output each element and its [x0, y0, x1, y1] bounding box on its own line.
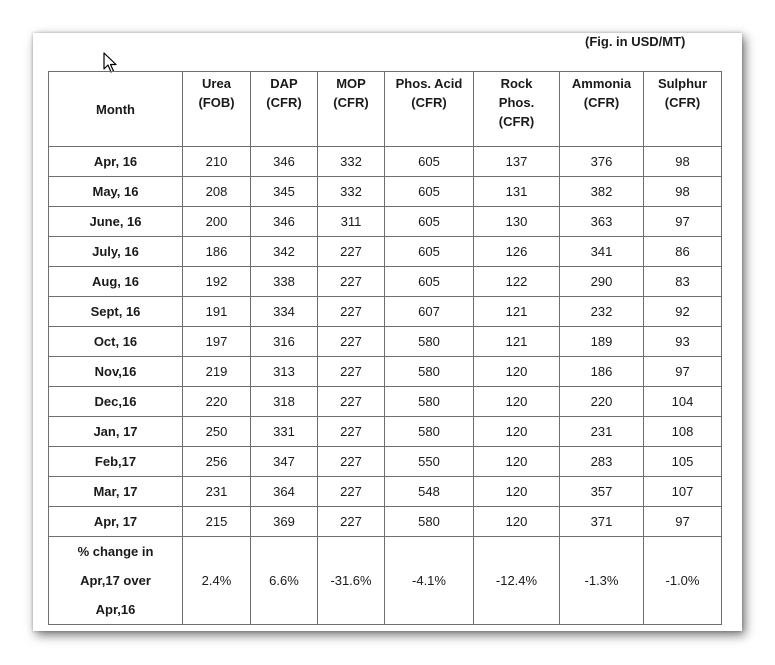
- column-header-mop: MOP (CFR): [318, 72, 385, 147]
- cell-urea: 210: [183, 147, 251, 177]
- cell-month: Nov,16: [49, 357, 183, 387]
- cell-phos-acid: 605: [385, 267, 474, 297]
- cell-month: July, 16: [49, 237, 183, 267]
- cell-dap: 369: [251, 507, 318, 537]
- cell-phos-acid: 580: [385, 327, 474, 357]
- cell-rock-phos: 131: [474, 177, 560, 207]
- table-body: [49, 147, 722, 625]
- cell-mop: 227: [318, 237, 385, 267]
- cell-ammonia: 186: [560, 357, 644, 387]
- cell-urea: 250: [183, 417, 251, 447]
- cell-sulphur: 83: [644, 267, 722, 297]
- percent-change-dap: 6.6%: [251, 537, 318, 625]
- cell-month: June, 16: [49, 207, 183, 237]
- percent-change-sulphur: -1.0%: [644, 537, 722, 625]
- cell-phos-acid: 605: [385, 207, 474, 237]
- percent-change-mop: -31.6%: [318, 537, 385, 625]
- cell-phos-acid: 605: [385, 147, 474, 177]
- cell-sulphur: 107: [644, 477, 722, 507]
- cell-phos-acid: 580: [385, 357, 474, 387]
- cell-dap: 338: [251, 267, 318, 297]
- cell-mop: 227: [318, 417, 385, 447]
- cell-month: Apr, 16: [49, 147, 183, 177]
- cell-mop: 227: [318, 297, 385, 327]
- cell-month: Apr, 17: [49, 507, 183, 537]
- cell-dap: 318: [251, 387, 318, 417]
- cell-sulphur: 105: [644, 447, 722, 477]
- cell-mop: 227: [318, 507, 385, 537]
- table-row: [49, 267, 722, 297]
- cell-dap: 342: [251, 237, 318, 267]
- cell-urea: 200: [183, 207, 251, 237]
- cell-mop: 227: [318, 267, 385, 297]
- cell-urea: 197: [183, 327, 251, 357]
- column-header-urea: Urea (FOB): [183, 72, 251, 147]
- cell-month: Mar, 17: [49, 477, 183, 507]
- cell-phos-acid: 607: [385, 297, 474, 327]
- column-header-rock-phos: Rock Phos. (CFR): [474, 72, 560, 147]
- cell-rock-phos: 120: [474, 507, 560, 537]
- cell-sulphur: 97: [644, 207, 722, 237]
- percent-change-ammonia: -1.3%: [560, 537, 644, 625]
- cell-dap: 346: [251, 207, 318, 237]
- cell-urea: 186: [183, 237, 251, 267]
- percent-change-phos-acid: -4.1%: [385, 537, 474, 625]
- cell-sulphur: 97: [644, 507, 722, 537]
- cell-phos-acid: 580: [385, 417, 474, 447]
- cell-dap: 345: [251, 177, 318, 207]
- percent-change-label-line: % change in: [77, 544, 154, 559]
- table-row: [49, 477, 722, 507]
- column-header-dap: DAP (CFR): [251, 72, 318, 147]
- fertilizer-price-table: [48, 71, 722, 625]
- cell-urea: 215: [183, 507, 251, 537]
- table-row: [49, 297, 722, 327]
- table-row: [49, 507, 722, 537]
- cell-urea: 191: [183, 297, 251, 327]
- cell-ammonia: 341: [560, 237, 644, 267]
- table-row: [49, 237, 722, 267]
- cell-sulphur: 86: [644, 237, 722, 267]
- cell-dap: 331: [251, 417, 318, 447]
- column-header-phos-acid: Phos. Acid (CFR): [385, 72, 474, 147]
- cell-mop: 227: [318, 477, 385, 507]
- percent-change-urea: 2.4%: [183, 537, 251, 625]
- cell-rock-phos: 120: [474, 387, 560, 417]
- cell-month: Dec,16: [49, 387, 183, 417]
- cell-ammonia: 371: [560, 507, 644, 537]
- cell-ammonia: 189: [560, 327, 644, 357]
- table-row: [49, 447, 722, 477]
- column-header-ammonia: Ammonia (CFR): [560, 72, 644, 147]
- cell-sulphur: 92: [644, 297, 722, 327]
- percent-change-row: [49, 537, 722, 625]
- cell-sulphur: 108: [644, 417, 722, 447]
- cell-rock-phos: 120: [474, 477, 560, 507]
- table-row: [49, 387, 722, 417]
- table-row: [49, 357, 722, 387]
- cell-sulphur: 104: [644, 387, 722, 417]
- cell-rock-phos: 120: [474, 447, 560, 477]
- cell-ammonia: 283: [560, 447, 644, 477]
- cell-sulphur: 98: [644, 177, 722, 207]
- cell-sulphur: 93: [644, 327, 722, 357]
- table-row: [49, 327, 722, 357]
- cell-mop: 332: [318, 147, 385, 177]
- cell-sulphur: 98: [644, 147, 722, 177]
- cell-rock-phos: 120: [474, 357, 560, 387]
- cell-rock-phos: 126: [474, 237, 560, 267]
- cell-phos-acid: 580: [385, 507, 474, 537]
- cell-phos-acid: 550: [385, 447, 474, 477]
- percent-change-label-line: Apr,17 over: [80, 573, 151, 588]
- cell-rock-phos: 122: [474, 267, 560, 297]
- cell-dap: 313: [251, 357, 318, 387]
- cell-dap: 347: [251, 447, 318, 477]
- cell-dap: 316: [251, 327, 318, 357]
- cell-ammonia: 232: [560, 297, 644, 327]
- cell-mop: 227: [318, 387, 385, 417]
- cell-sulphur: 97: [644, 357, 722, 387]
- cell-month: Feb,17: [49, 447, 183, 477]
- cell-mop: 227: [318, 357, 385, 387]
- cell-rock-phos: 121: [474, 297, 560, 327]
- cell-ammonia: 357: [560, 477, 644, 507]
- column-header-month: Month: [49, 72, 183, 147]
- cell-urea: 256: [183, 447, 251, 477]
- cell-mop: 332: [318, 177, 385, 207]
- cell-mop: 227: [318, 447, 385, 477]
- cell-ammonia: 376: [560, 147, 644, 177]
- cell-ammonia: 382: [560, 177, 644, 207]
- cell-rock-phos: 120: [474, 417, 560, 447]
- cell-month: May, 16: [49, 177, 183, 207]
- table-row: [49, 417, 722, 447]
- unit-note: (Fig. in USD/MT): [585, 34, 686, 49]
- cell-urea: 192: [183, 267, 251, 297]
- cell-ammonia: 290: [560, 267, 644, 297]
- cell-phos-acid: 580: [385, 387, 474, 417]
- document-page: [33, 33, 742, 631]
- cell-rock-phos: 121: [474, 327, 560, 357]
- cell-rock-phos: 130: [474, 207, 560, 237]
- table-row: [49, 147, 722, 177]
- header-row: [49, 72, 722, 147]
- cell-urea: 219: [183, 357, 251, 387]
- table-row: [49, 207, 722, 237]
- column-header-sulphur: Sulphur (CFR): [644, 72, 722, 147]
- cell-month: Oct, 16: [49, 327, 183, 357]
- cell-ammonia: 363: [560, 207, 644, 237]
- cell-month: Sept, 16: [49, 297, 183, 327]
- percent-change-label: [49, 537, 183, 625]
- percent-change-rock-phos: -12.4%: [474, 537, 560, 625]
- cell-phos-acid: 605: [385, 177, 474, 207]
- cell-rock-phos: 137: [474, 147, 560, 177]
- percent-change-label-line: Apr,16: [95, 602, 136, 617]
- cell-ammonia: 231: [560, 417, 644, 447]
- cell-mop: 227: [318, 327, 385, 357]
- table-row: [49, 177, 722, 207]
- cell-ammonia: 220: [560, 387, 644, 417]
- cell-month: Aug, 16: [49, 267, 183, 297]
- cell-phos-acid: 548: [385, 477, 474, 507]
- cell-phos-acid: 605: [385, 237, 474, 267]
- cell-urea: 231: [183, 477, 251, 507]
- cell-dap: 364: [251, 477, 318, 507]
- cell-month: Jan, 17: [49, 417, 183, 447]
- cell-mop: 311: [318, 207, 385, 237]
- cell-dap: 334: [251, 297, 318, 327]
- cell-urea: 220: [183, 387, 251, 417]
- cell-dap: 346: [251, 147, 318, 177]
- cell-urea: 208: [183, 177, 251, 207]
